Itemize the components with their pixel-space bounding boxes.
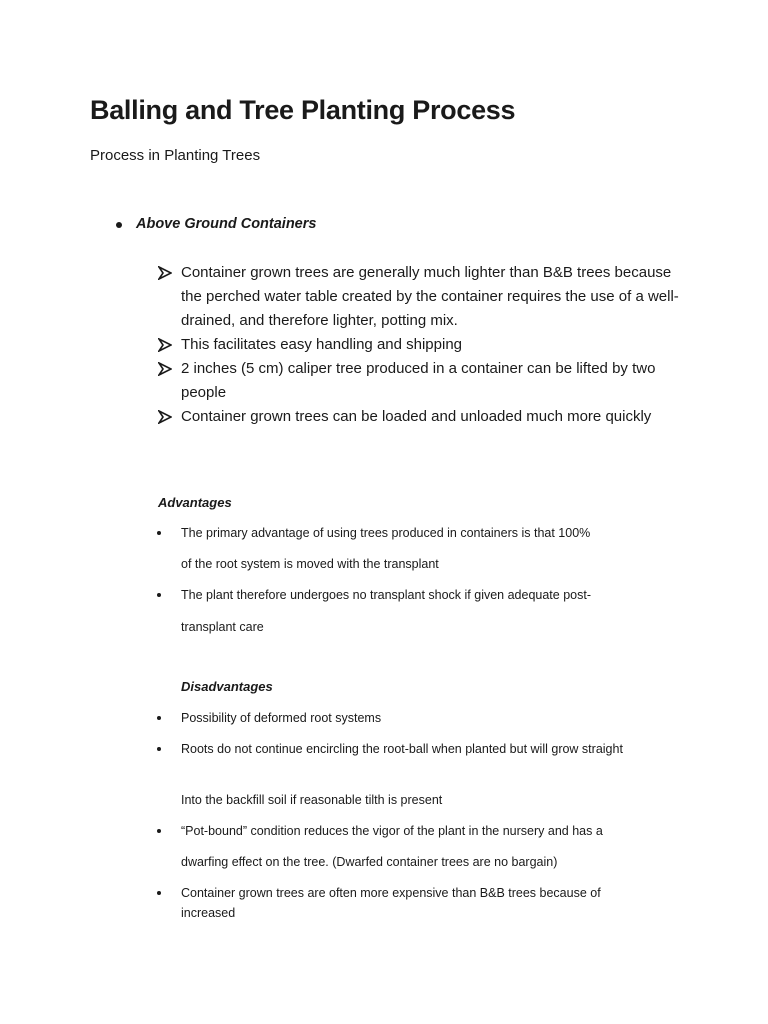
advantage-line: of the root system is moved with the transplant	[181, 557, 439, 571]
disadvantages-heading: Disadvantages	[181, 679, 273, 694]
arrow-item: 2 inches (5 cm) caliper tree produced in a container can be lifted by two people	[181, 360, 656, 401]
disadvantage-line: dwarfing effect on the tree. (Dwarfed container trees are no bargain)	[181, 855, 558, 869]
disadvantage-line: “Pot-bound” condition reduces the vigor of the plant in the nursery and has a	[181, 824, 603, 838]
advantage-line: The primary advantage of using trees produced in containers is that 100%	[181, 526, 591, 540]
bullet-dot	[157, 891, 161, 895]
bullet-dot	[157, 716, 161, 720]
section-heading: Above Ground Containers	[136, 216, 317, 232]
bullet-dot	[157, 747, 161, 751]
disadvantage-line: Roots do not continue encircling the root-ball when planted but will grow straight	[181, 742, 623, 756]
bullet-dot	[116, 222, 122, 228]
arrow-bullet-icon	[158, 410, 172, 424]
advantages-heading: Advantages	[158, 495, 232, 510]
bullet-dot	[157, 593, 161, 597]
disadvantage-line: Container grown trees are often more expensive than B&B trees because of increased	[181, 886, 601, 920]
arrow-bullet-icon	[158, 362, 172, 376]
arrow-item: Container grown trees are generally much lighter than B&B trees because the perched water table created by the container requires the use of a well-drained, and therefore lighter, potting mix.	[181, 264, 679, 329]
bullet-dot	[157, 829, 161, 833]
advantage-line: transplant care	[181, 620, 264, 634]
arrow-item: This facilitates easy handling and shipping	[181, 336, 463, 353]
advantage-line: The plant therefore undergoes no transplant shock if given adequate post-	[181, 588, 591, 602]
document-subtitle: Process in Planting Trees	[90, 147, 261, 164]
document-title: Balling and Tree Planting Process	[90, 95, 516, 125]
arrow-bullet-icon	[158, 338, 172, 352]
disadvantage-line: Into the backfill soil if reasonable tilth is present	[181, 793, 443, 807]
disadvantage-line: Possibility of deformed root systems	[181, 711, 382, 725]
arrow-bullet-icon	[158, 266, 172, 280]
arrow-item: Container grown trees can be loaded and unloaded much more quickly	[181, 408, 652, 425]
bullet-dot	[157, 531, 161, 535]
